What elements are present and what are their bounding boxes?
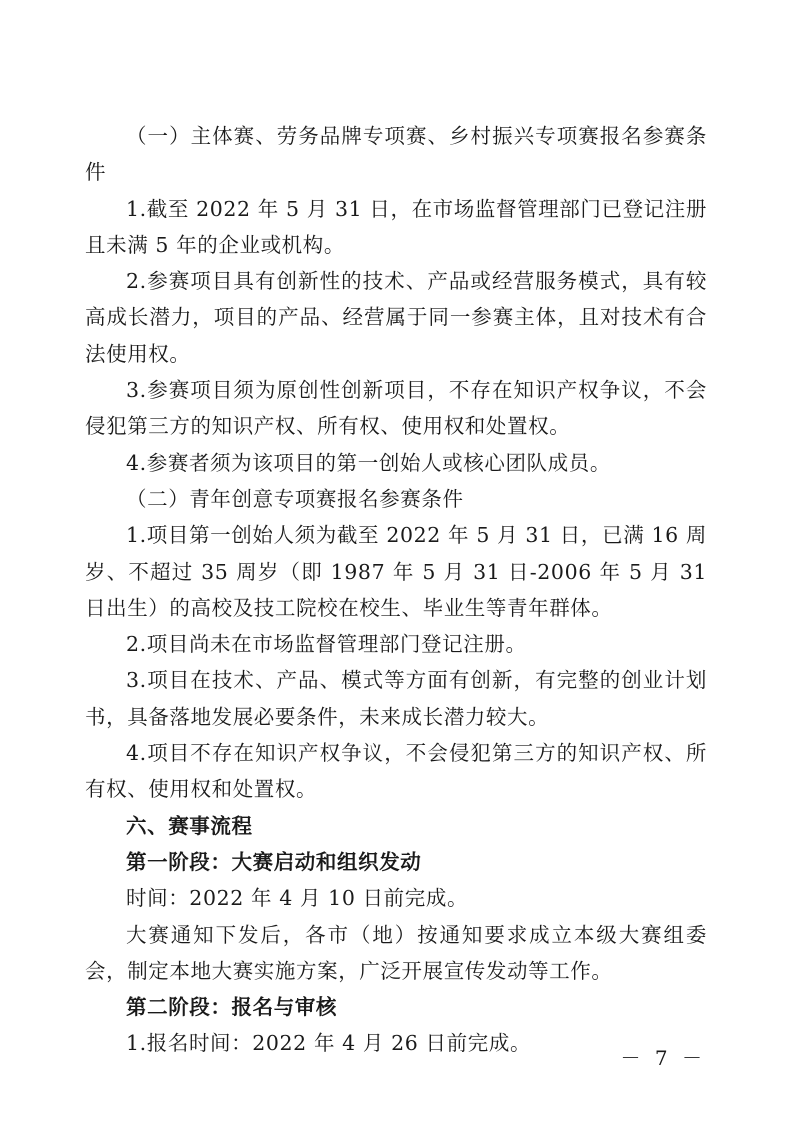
document-body (85, 118, 707, 1062)
paragraph-heading-2: （二）青年创意专项赛报名参赛条件 (126, 486, 464, 511)
paragraph: 1.项目第一创始人须为截至 2022 年 5 月 31 日，已满 16 周岁、不超过 35 周岁（即 1987 年 5 月 31 日-2006 年 5 月 31 日出生）的高校及技工院校在校生、毕业生等青年群体。 (85, 523, 707, 620)
stage-heading-1: 第一阶段：大赛启动和组织发动 (126, 849, 422, 874)
paragraph: 4.项目不存在知识产权争议，不会侵犯第三方的知识产权、所有权、使用权和处置权。 (85, 741, 707, 802)
paragraph: 1.报名时间：2022 年 4 月 26 日前完成。 (126, 1031, 532, 1056)
paragraph: 4.参赛者须为该项目的第一创始人或核心团队成员。 (126, 450, 611, 475)
paragraph: 2.项目尚未在市场监督管理部门登记注册。 (126, 632, 527, 657)
page-number: － 7 － (620, 1046, 706, 1070)
stage-heading-2: 第二阶段：报名与审核 (126, 995, 337, 1020)
section-heading: 六、赛事流程 (126, 813, 253, 838)
paragraph: 2.参赛项目具有创新性的技术、产品或经营服务模式，具有较高成长潜力，项目的产品、经营属于同一参赛主体，且对技术有合法使用权。 (85, 269, 707, 366)
paragraph: 3.项目在技术、产品、模式等方面有创新，有完整的创业计划书，具备落地发展必要条件，未来成长潜力较大。 (85, 668, 707, 729)
paragraph: 3.参赛项目须为原创性创新项目，不存在知识产权争议，不会侵犯第三方的知识产权、所有权、使用权和处置权。 (85, 378, 707, 439)
paragraph: 时间：2022 年 4 月 10 日前完成。 (126, 886, 469, 911)
paragraph: 大赛通知下发后，各市（地）按通知要求成立本级大赛组委会，制定本地大赛实施方案，广泛开展宣传发动等工作。 (85, 922, 707, 983)
paragraph-heading-1: （一）主体赛、劳务品牌专项赛、乡村振兴专项赛报名参赛条件 (85, 124, 707, 185)
paragraph: 1.截至 2022 年 5 月 31 日，在市场监督管理部门已登记注册且未满 5 年的企业或机构。 (85, 196, 707, 257)
